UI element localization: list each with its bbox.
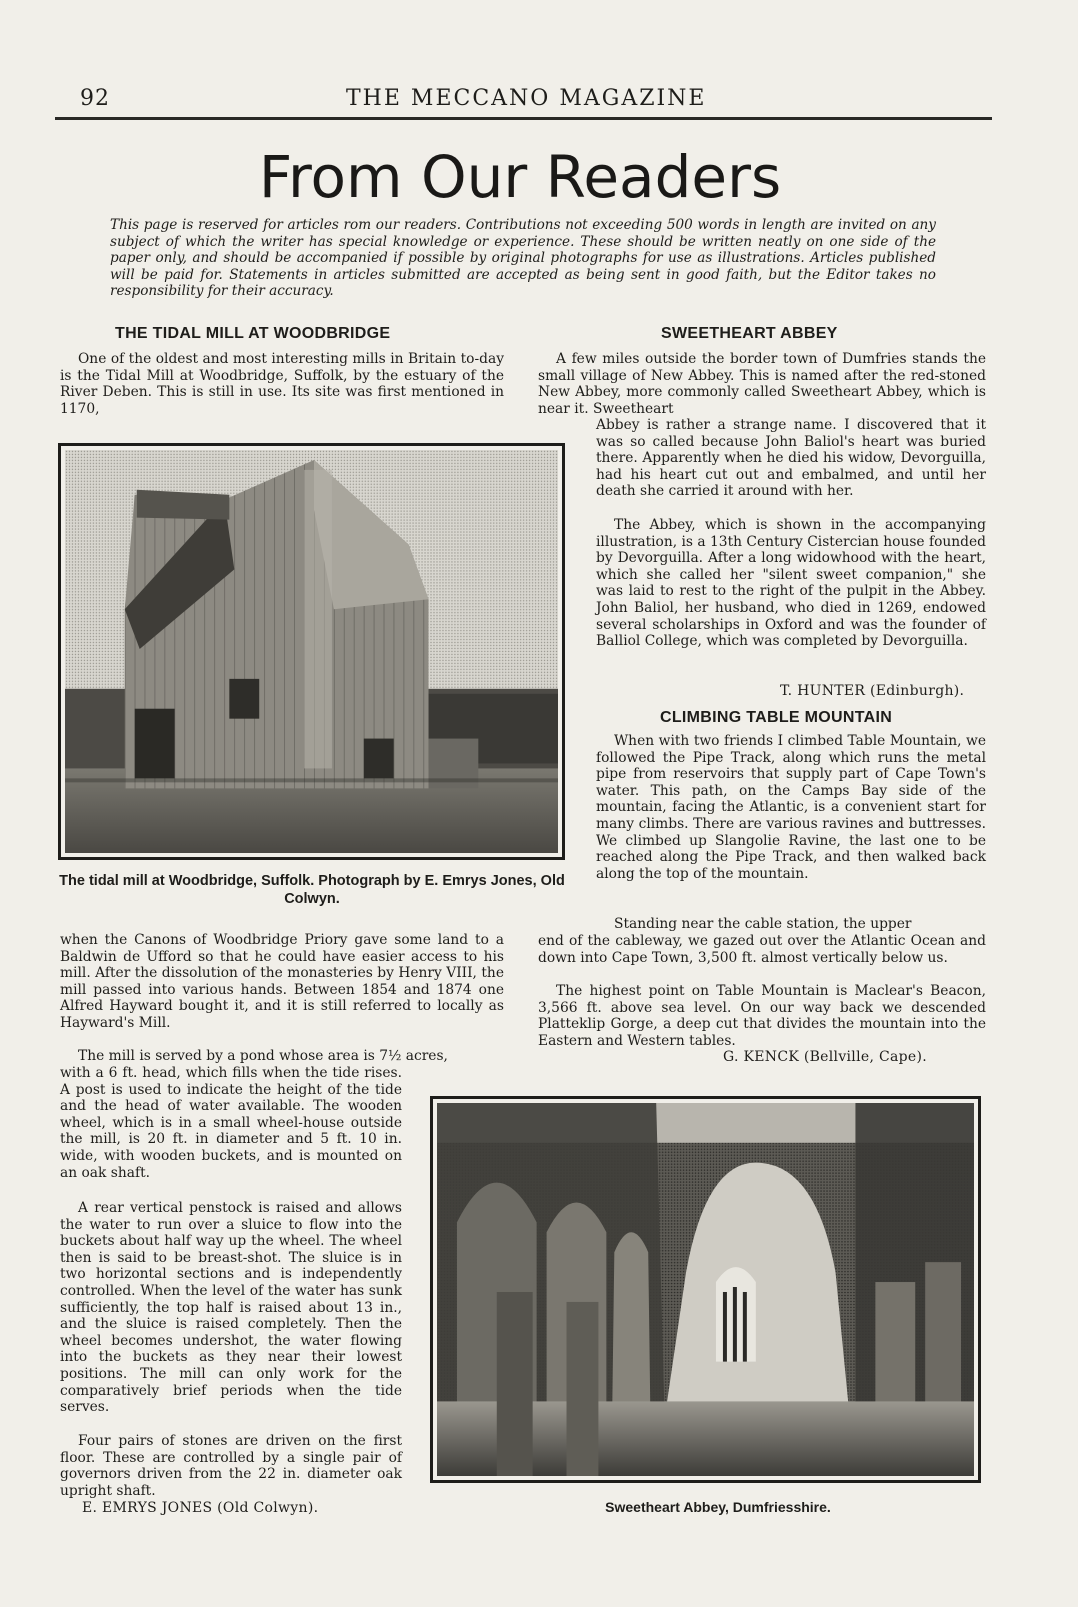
abbey-caption: Sweetheart Abbey, Dumfriesshire. bbox=[605, 1499, 831, 1515]
abbey-heading: SWEETHEART ABBEY bbox=[661, 325, 838, 342]
tidal-mill-caption: The tidal mill at Woodbridge, Suffolk. Photograph by E. Emrys Jones, Old Colwyn. bbox=[59, 873, 565, 907]
tidal-mill-para-2-text: when the Canons of Woodbridge Priory gave some land to a Baldwin de Ufford so that he could have easier access to his mill. After the dissolution of the monasteries by Henry VIII, the mill passed into various hands. Between 1854 and 1874 one Alfred Hayward bought it, and it is still referred to locally as Hayward's Mill. bbox=[60, 932, 504, 1031]
tidal-mill-para-1-text: One of the oldest and most interesting mills in Britain to-day is the Tidal Mill at Woodbridge, Suffolk, by the estuary of the River Deben. This is still in use. Its site was first mentioned in 1170, bbox=[60, 351, 504, 417]
tidal-mill-para-1 bbox=[60, 351, 504, 417]
abbey-para-2 bbox=[596, 517, 986, 650]
tidal-mill-para-3-wide-text: The mill is served by a pond whose area is 7½ acres, bbox=[78, 1048, 448, 1064]
table-mountain-para-2-narrow bbox=[596, 916, 986, 933]
intro-note: This page is reserved for articles rom our readers. Contributions not exceeding 500 words in length are invited on any subject of which the writer has special knowledge or experience. These should be written neatly on one side of the paper only, and should be accompanied if possible by original photographs for use as illustrations. Articles published will be paid for. Statements in articles submitted are accepted as being sent in good faith, but the Editor takes no responsibility for their accuracy. bbox=[110, 217, 936, 299]
abbey-para-1-wide bbox=[538, 351, 986, 417]
abbey-photo bbox=[430, 1096, 981, 1483]
tidal-mill-para-4 bbox=[60, 1200, 402, 1416]
abbey-para-1 bbox=[596, 417, 986, 500]
tidal-mill-para-4-text: A rear vertical penstock is raised and allows the water to run over a sluice to flow into the buckets about half way up the wheel. The wheel then is said to be breast-shot. The sluice is in two horizontal sections and is independently controlled. When the level of the water has sunk sufficiently, the top half is raised about 13 in., and the sluice is raised completely. Then the wheel becomes undershot, the water flowing into the buckets as they near their lowest positions. The mill can only work for the comparatively brief periods when the tide serves. bbox=[60, 1200, 402, 1416]
tidal-mill-para-3-text: with a 6 ft. head, which fills when the tide rises. A post is used to indicate the height of the tide and the head of water available. The wooden wheel, which is in a small wheel-house outside the mill, is 20 ft. in diameter and 5 ft. 10 in. wide, with wooden buckets, and is mounted on an oak shaft. bbox=[60, 1065, 402, 1181]
abbey-para-1-text: Abbey is rather a strange name. I discovered that it was so called because John Baliol's heart was buried there. Apparently when he died his widow, Devorguilla, had his heart cut out and embalmed, and until her death she carried it around with her. bbox=[596, 417, 986, 500]
table-mountain-para-1 bbox=[596, 733, 986, 882]
tidal-mill-para-3 bbox=[60, 1065, 402, 1181]
magazine-title: THE MECCANO MAGAZINE bbox=[346, 86, 707, 111]
header-rule bbox=[55, 117, 992, 120]
table-mountain-para-3-text: The highest point on Table Mountain is Maclear's Beacon, 3,566 ft. above sea level. On our way back we descended Platteklip Gorge, a deep cut that divides the mountain into the Eastern and Western tables. bbox=[538, 983, 986, 1049]
table-mountain-para-1-text: When with two friends I climbed Table Mountain, we followed the Pipe Track, along which runs the metal pipe from reservoirs that supply part of Cape Town's water. This path, on the Camps Bay side of the mountain, facing the Atlantic, is a convenient start for many climbs. There are various ravines and buttresses. We climbed up Slangolie Ravine, the last one to be reached along the Pipe Track, and then walked back along the top of the mountain. bbox=[596, 733, 986, 882]
table-mountain-para-2 bbox=[538, 933, 986, 966]
abbey-para-1-wide-text: A few miles outside the border town of Dumfries stands the small village of New Abbey. This is named after the red-stoned New Abbey, more commonly called Sweetheart Abbey, which is near it. Sweetheart bbox=[538, 351, 986, 417]
tidal-mill-photo bbox=[58, 443, 565, 860]
page-number: 92 bbox=[80, 86, 110, 111]
abbey-para-2-text: The Abbey, which is shown in the accompanying illustration, is a 13th Century Cistercian house founded by Devorguilla. After a long widowhood with the heart, which she called her "silent sweet companion," she was laid to rest to the right of the pulpit in the Abbey. John Baliol, her husband, who died in 1269, endowed several scholarships in Oxford and was the founder of Balliol College, which was completed by Devorguilla. bbox=[596, 517, 986, 650]
tidal-mill-heading: THE TIDAL MILL AT WOODBRIDGE bbox=[115, 325, 391, 342]
page-title: From Our Readers bbox=[258, 143, 782, 211]
table-mountain-para-2-text: end of the cableway, we gazed out over the Atlantic Ocean and down into Cape Town, 3,500 ft. almost vertically below us. bbox=[538, 933, 986, 966]
tidal-mill-para-5 bbox=[60, 1433, 402, 1499]
tidal-mill-para-2 bbox=[60, 932, 504, 1032]
table-mountain-para-2-narrow-text: Standing near the cable station, the upper bbox=[614, 916, 912, 932]
tidal-mill-illustration bbox=[65, 450, 558, 853]
table-mountain-signature: G. KENCK (Bellville, Cape). bbox=[723, 1049, 927, 1065]
abbey-signature: T. HUNTER (Edinburgh). bbox=[780, 683, 965, 699]
abbey-illustration bbox=[437, 1103, 974, 1476]
tidal-mill-para-5-text: Four pairs of stones are driven on the first floor. These are controlled by a single pair of governors driven from the 22 in. diameter oak upright shaft. bbox=[60, 1433, 402, 1499]
table-mountain-para-3 bbox=[538, 983, 986, 1049]
table-mountain-heading: CLIMBING TABLE MOUNTAIN bbox=[660, 709, 893, 726]
tidal-mill-para-3-wide bbox=[60, 1048, 504, 1065]
tidal-mill-signature: E. EMRYS JONES (Old Colwyn). bbox=[82, 1500, 319, 1516]
